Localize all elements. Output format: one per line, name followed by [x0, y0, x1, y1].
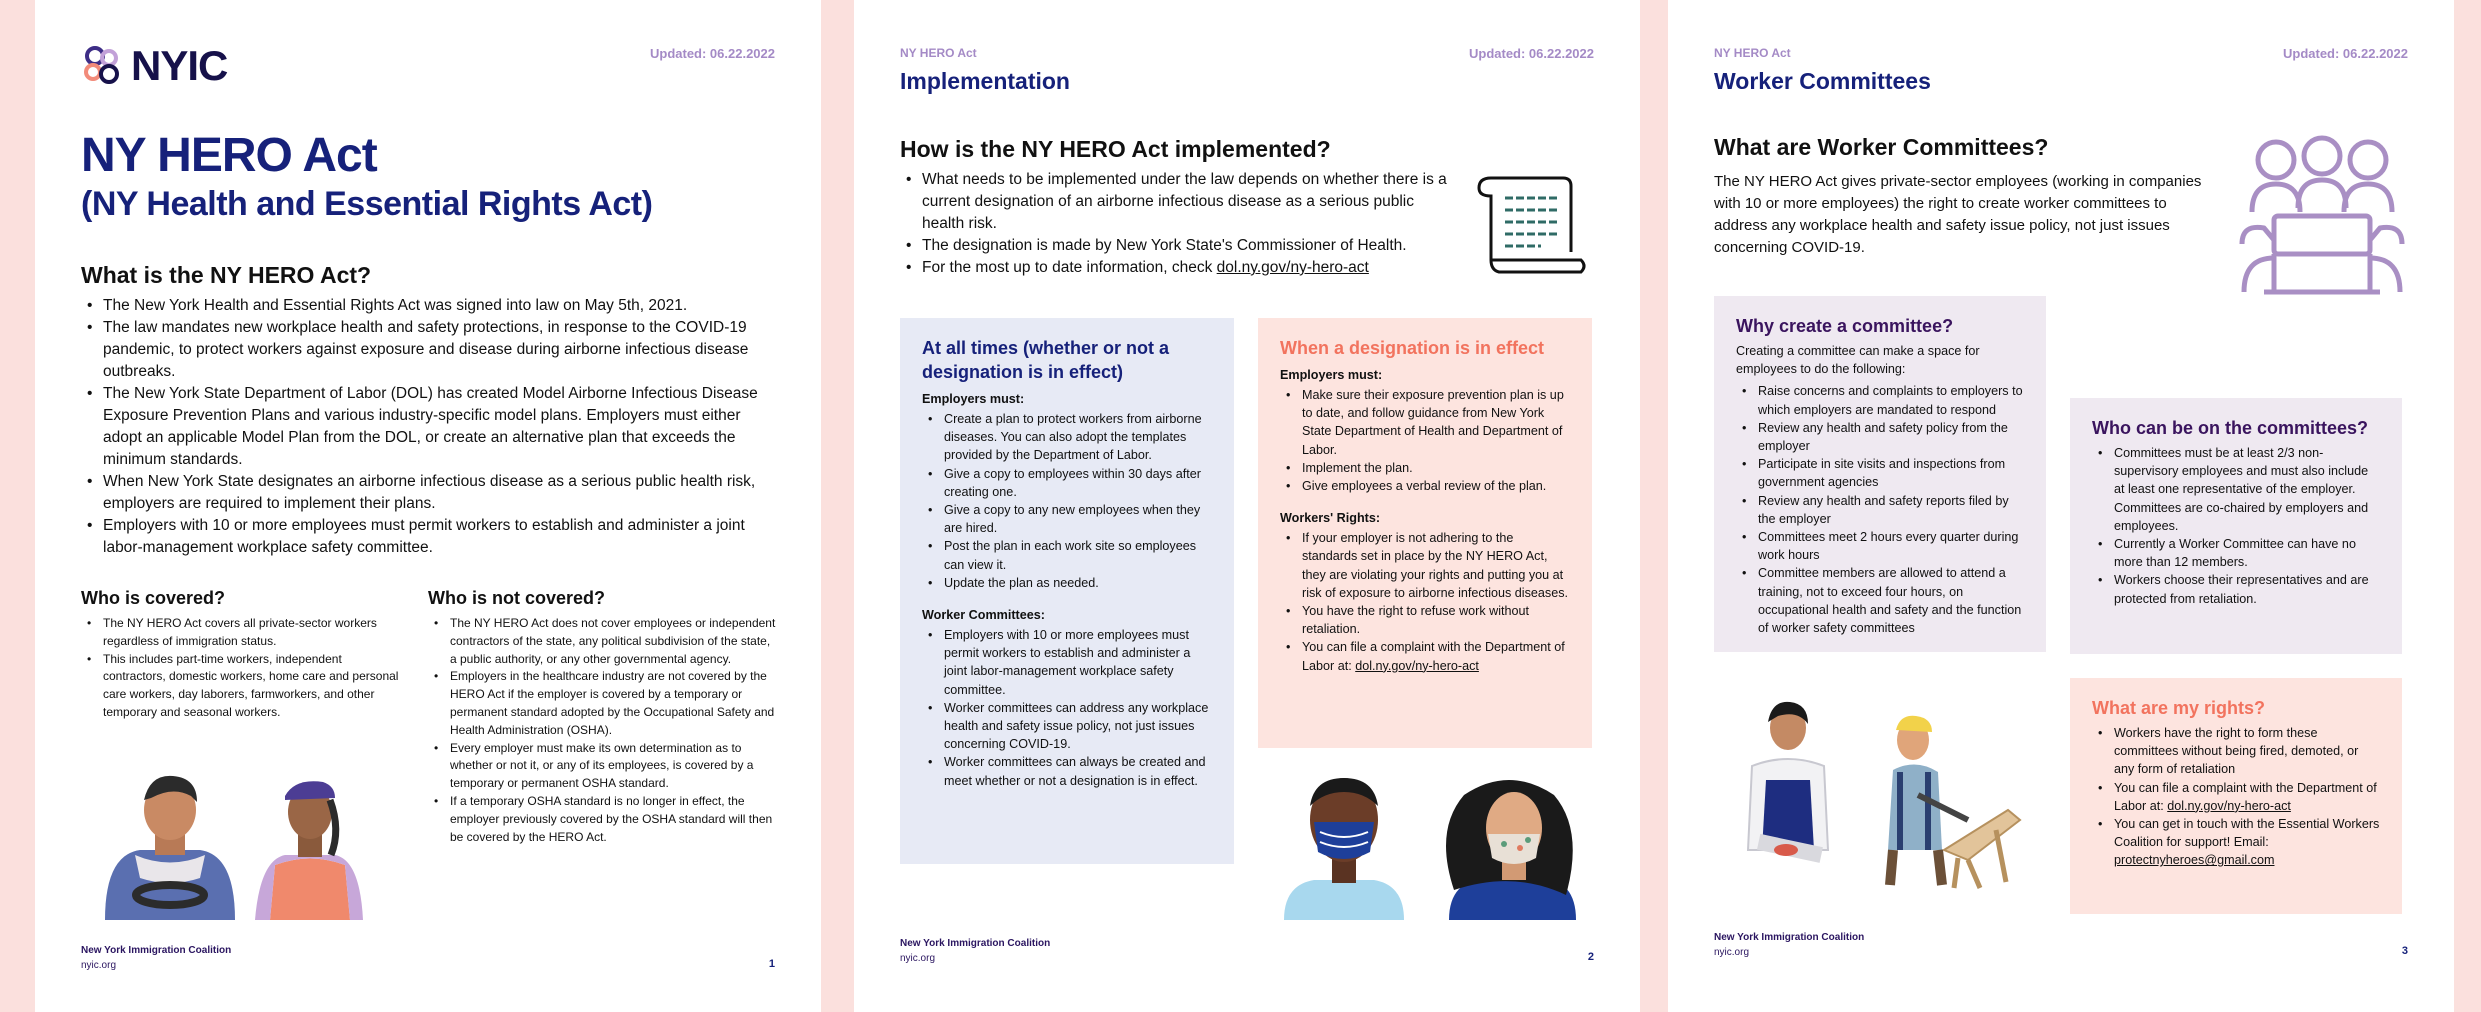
- scroll-document-icon: [1471, 170, 1591, 280]
- what-committees-section: [1714, 134, 2224, 259]
- covered-heading: Who is covered?: [81, 588, 226, 608]
- masked-people-illustration: [1284, 770, 1584, 920]
- designation-heading: When a designation is in effect: [1280, 338, 1545, 358]
- all-times-box: [900, 318, 1234, 864]
- who-box: [2070, 398, 2402, 654]
- rights-list: [2092, 724, 2380, 870]
- all-times-employers-list: [922, 410, 1212, 592]
- covered-section: [81, 588, 406, 722]
- list-item-text: You can file a complaint with the Department of Labor at:: [1302, 640, 1565, 673]
- list-item: • The NY HERO Act covers all private-sector workers regardless of immigration status.: [81, 615, 406, 651]
- updated-date: Updated: 06.22.2022: [649, 46, 775, 61]
- page-2: [854, 0, 1640, 1012]
- why-intro: Creating a committee can make a space for employees to do the following:: [1736, 344, 1980, 377]
- running-head: NY HERO Act: [1714, 46, 1791, 60]
- list-item: • Employers with 10 or more employees must permit workers to establish and administer a joint labor-management workplace safety committee.: [81, 515, 781, 559]
- what-committees-heading: What are Worker Committees?: [1714, 134, 2049, 160]
- footer-url[interactable]: nyic.org: [1714, 947, 1750, 958]
- updated-date: Updated: 06.22.2022: [1468, 46, 1594, 61]
- footer-org: New York Immigration Coalition: [900, 938, 1051, 949]
- page-subtitle: (NY Health and Essential Rights Act): [81, 185, 653, 223]
- list-item-text: You can file a complaint with the Department of Labor at:: [2114, 780, 2377, 813]
- nyic-logo-icon: [81, 44, 125, 88]
- designation-employers-list: [1280, 386, 1570, 495]
- list-item: • What needs to be implemented under the law depends on whether there is a current designation of an airborne infectious disease as a serious public health risk.: [900, 169, 1460, 235]
- list-item: • When New York State designates an airborne infectious disease as a serious public health risk, employers are required to implement their plans.: [81, 471, 781, 515]
- what-list: [81, 295, 781, 559]
- list-item: • Participate in site visits and inspections from government agencies: [1736, 455, 2024, 491]
- page-number: 3: [2401, 945, 2408, 957]
- not-covered-heading: Who is not covered?: [428, 588, 606, 608]
- page-3: [1668, 0, 2454, 1012]
- list-item-text: You can get in touch with the Essential Workers Coalition for support! Email:: [2114, 817, 2380, 850]
- list-item: • Committee members are allowed to attend a training, not to exceed four hours, on occupational health and safety and the function of worker safety committees: [1736, 564, 2024, 637]
- page-number: 2: [1587, 951, 1594, 963]
- not-covered-list: [428, 615, 778, 846]
- list-item: • Give a copy to any new employees when they are hired.: [922, 501, 1212, 537]
- who-heading: Who can be on the committees?: [2092, 418, 2369, 438]
- designation-box: [1258, 318, 1592, 748]
- list-item-text: For the most up to date information, check: [922, 259, 1217, 276]
- list-item: • Employers with 10 or more employees must permit workers to establish and administer a joint labor-management workplace safety committee.: [922, 626, 1212, 699]
- list-item: • Raise concerns and complaints to employers to which employers are mandated to respond: [1736, 382, 2024, 418]
- list-item: • Give a copy to employees within 30 days after creating one.: [922, 465, 1212, 501]
- page-1: [35, 0, 821, 1012]
- all-times-committees-list: [922, 626, 1212, 790]
- email-link[interactable]: protectnyheroes@gmail.com: [2114, 853, 2275, 868]
- list-item: • Workers choose their representatives and are protected from retaliation.: [2092, 571, 2380, 607]
- workers-rights-label: Workers' Rights:: [1280, 511, 1381, 526]
- footer-url[interactable]: nyic.org: [81, 960, 117, 971]
- why-list: [1736, 382, 2024, 637]
- not-covered-section: [428, 588, 778, 846]
- section-title: Worker Committees: [1714, 68, 1931, 94]
- chef-and-carpenter-illustration: [1728, 700, 2028, 890]
- worker-committee-group-icon: [2234, 132, 2410, 304]
- footer-url[interactable]: nyic.org: [900, 953, 936, 964]
- list-item: • This includes part-time workers, independent contractors, domestic workers, home care and personal care workers, day laborers, farmworkers, and other temporary and seasonal workers.: [81, 651, 406, 722]
- what-heading: What is the NY HERO Act?: [81, 262, 372, 288]
- employers-must-label: Employers must:: [1280, 368, 1383, 382]
- page-number: 1: [768, 958, 775, 970]
- list-item: • The NY HERO Act does not cover employees or independent contractors of the state, any political subdivision of the state, a public authority, or any other governmental agency.: [428, 615, 778, 668]
- list-item: • Committees must be at least 2/3 non-supervisory employees and must also include at least one representative of the employer. Committees are co-chaired by employers and employees.: [2092, 444, 2380, 535]
- how-heading: How is the NY HERO Act implemented?: [900, 136, 1331, 162]
- workers-illustration: [95, 760, 395, 920]
- page-title: NY HERO Act: [81, 129, 377, 182]
- section-title: Implementation: [900, 68, 1070, 94]
- list-item: • Post the plan in each work site so employees can view it.: [922, 537, 1212, 573]
- list-item: • You have the right to refuse work without retaliation.: [1280, 602, 1570, 638]
- running-head: NY HERO Act: [900, 46, 977, 60]
- list-item: • The law mandates new workplace health and safety protections, in response to the COVID-19 pandemic, to protect workers against exposure and disease during airborne infectious disease outbreaks.: [81, 317, 781, 383]
- list-item: • If a temporary OSHA standard is no longer in effect, the employer previously covered by the OSHA standard will then be covered by the HERO Act.: [428, 793, 778, 846]
- footer-org: New York Immigration Coalition: [1714, 932, 1865, 943]
- why-heading: Why create a committee?: [1736, 316, 1954, 336]
- list-item: • Update the plan as needed.: [922, 574, 1212, 592]
- dol-link[interactable]: dol.ny.gov/ny-hero-act: [1216, 259, 1369, 276]
- list-item: • Create a plan to protect workers from airborne diseases. You can also adopt the templates provided by the Department of Labor.: [922, 410, 1212, 465]
- list-item: • Workers have the right to form these committees without being fired, demoted, or any form of retaliation: [2092, 724, 2380, 779]
- list-item: • The New York Health and Essential Rights Act was signed into law on May 5th, 2021.: [81, 295, 781, 317]
- list-item: • Review any health and safety reports filed by the employer: [1736, 492, 2024, 528]
- list-item: • Give employees a verbal review of the plan.: [1280, 477, 1570, 495]
- what-section: [81, 262, 781, 559]
- what-committees-text: The NY HERO Act gives private-sector employees (working in companies with 10 or more employees) the right to create worker committees to address any workplace health and safety issue policy, not just issues concerning COVID-19.: [1714, 173, 2202, 256]
- how-list: [900, 169, 1460, 279]
- why-box: [1714, 296, 2046, 652]
- list-item: [1280, 638, 1570, 674]
- list-item: • Committees meet 2 hours every quarter during work hours: [1736, 528, 2024, 564]
- rights-box: [2070, 678, 2402, 914]
- logo-wordmark: NYIC: [131, 42, 228, 89]
- list-item: • Worker committees can address any workplace health and safety issue policy, not just issues concerning COVID-19.: [922, 699, 1212, 754]
- list-item: • Employers in the healthcare industry are not covered by the HERO Act if the employer is covered by a temporary or permanent standard adopted by the Occupational Safety and Health Administration (OSHA).: [428, 668, 778, 739]
- list-item: [2092, 779, 2380, 815]
- workers-rights-list: [1280, 529, 1570, 675]
- list-item: • Every employer must make its own determination as to whether or not it, or any of its employees, is covered by a temporary or permanent OSHA standard.: [428, 740, 778, 793]
- dol-link[interactable]: dol.ny.gov/ny-hero-act: [1355, 658, 1479, 673]
- list-item: • The New York State Department of Labor (DOL) has created Model Airborne Infectious Disease Exposure Prevention Plans and various industry-specific model plans. Employers must either adopt an applicable Model Plan from the DOL, or create an alternative plan that exceeds the minimum standards.: [81, 383, 781, 471]
- list-item: • Currently a Worker Committee can have no more than 12 members.: [2092, 535, 2380, 571]
- covered-list: [81, 615, 406, 722]
- list-item: • If your employer is not adhering to the standards set in place by the NY HERO Act, they are violating your rights and putting you at risk of exposure to airborne infectious diseases.: [1280, 529, 1570, 602]
- footer-org: New York Immigration Coalition: [81, 945, 232, 956]
- list-item: • Worker committees can always be created and meet whether or not a designation is in effect.: [922, 753, 1212, 789]
- rights-heading: What are my rights?: [2092, 698, 2266, 718]
- who-list: [2092, 444, 2380, 608]
- list-item: • The designation is made by New York State's Commissioner of Health.: [900, 235, 1460, 257]
- list-item: [900, 257, 1460, 279]
- how-section: [900, 136, 1460, 279]
- updated-date: Updated: 06.22.2022: [2282, 46, 2408, 61]
- list-item: • Make sure their exposure prevention plan is up to date, and follow guidance from New York State Department of Health and Department of Labor.: [1280, 386, 1570, 459]
- list-item: • Implement the plan.: [1280, 459, 1570, 477]
- dol-link[interactable]: dol.ny.gov/ny-hero-act: [2167, 798, 2291, 813]
- list-item: • Review any health and safety policy from the employer: [1736, 419, 2024, 455]
- worker-committees-label: Worker Committees:: [922, 608, 1045, 623]
- nyic-logo[interactable]: [81, 42, 227, 90]
- all-times-heading: At all times (whether or not a designation is in effect): [922, 338, 1170, 382]
- employers-must-label: Employers must:: [922, 392, 1025, 406]
- list-item: [2092, 815, 2380, 870]
